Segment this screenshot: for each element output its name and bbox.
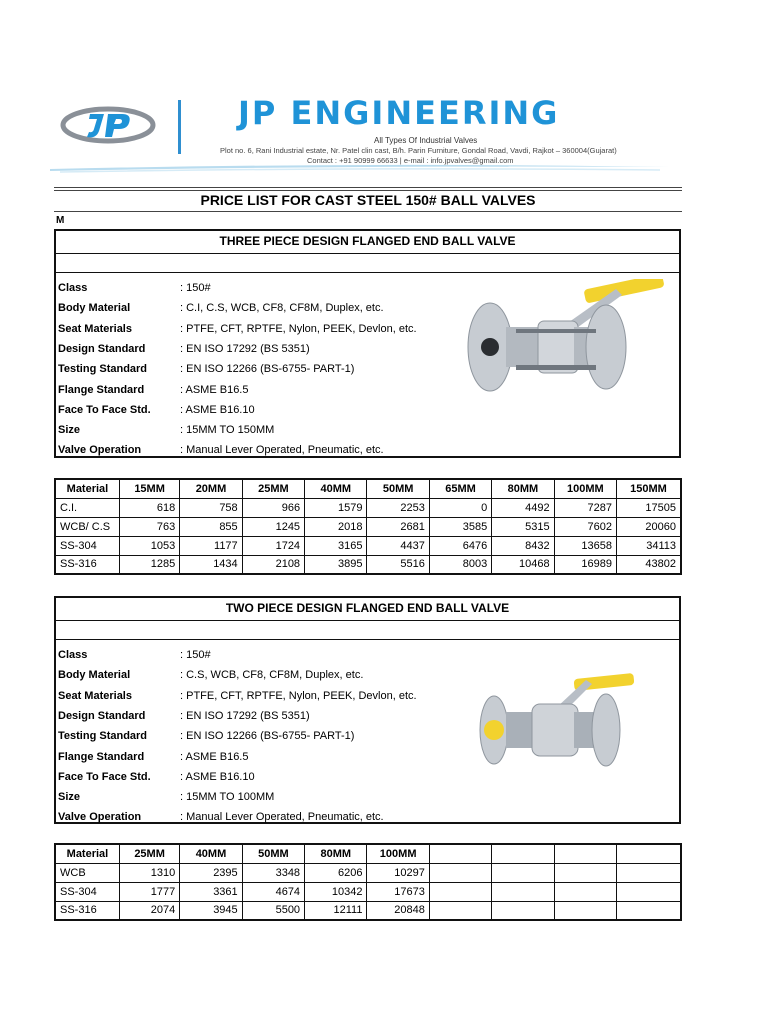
material-cell: C.I. xyxy=(55,498,119,517)
material-cell: SS-304 xyxy=(55,536,119,555)
column-header: 15MM xyxy=(119,479,179,498)
price-cell: 4492 xyxy=(492,498,554,517)
price-cell xyxy=(429,882,491,901)
price-cell: 2681 xyxy=(367,517,429,536)
spec-label: Valve Operation xyxy=(58,444,142,457)
jp-logo xyxy=(60,104,156,146)
column-header: 65MM xyxy=(429,479,491,498)
price-cell: 3895 xyxy=(305,555,367,574)
section-marker: M xyxy=(56,215,65,226)
price-cell: 618 xyxy=(119,498,179,517)
spec-label: Testing Standard xyxy=(58,363,148,376)
material-cell: WCB/ C.S xyxy=(55,517,119,536)
price-cell: 2108 xyxy=(242,555,304,574)
column-header: 50MM xyxy=(367,479,429,498)
price-cell: 1434 xyxy=(180,555,242,574)
price-cell: 1579 xyxy=(305,498,367,517)
spec-value: : EN ISO 17292 (BS 5351) xyxy=(180,709,310,722)
table-row xyxy=(55,555,681,574)
spec-label: Flange Standard xyxy=(58,383,145,396)
material-cell: SS-316 xyxy=(55,901,119,920)
spec-value: : C.I, C.S, WCB, CF8, CF8M, Duplex, etc. xyxy=(180,302,384,315)
price-cell: 1053 xyxy=(119,536,179,555)
price-cell: 20060 xyxy=(617,517,681,536)
spec-label: Size xyxy=(58,791,81,804)
table-row xyxy=(55,517,681,536)
three-piece-valve-image xyxy=(466,279,666,404)
spec-value: : PTFE, CFT, RPTFE, Nylon, PEEK, Devlon, etc. xyxy=(180,322,417,335)
table-row xyxy=(55,882,681,901)
spec-label: Face To Face Std. xyxy=(58,770,151,783)
price-cell xyxy=(554,901,616,920)
price-cell: 1177 xyxy=(180,536,242,555)
spec-label: Design Standard xyxy=(58,342,146,355)
price-cell xyxy=(554,863,616,882)
price-cell: 1724 xyxy=(242,536,304,555)
price-cell: 6476 xyxy=(429,536,491,555)
price-cell: 1310 xyxy=(119,863,179,882)
spec-blank-row xyxy=(56,254,679,273)
price-cell: 3361 xyxy=(180,882,242,901)
two-piece-valve-image xyxy=(476,668,636,783)
price-cell: 43802 xyxy=(617,555,681,574)
price-cell: 855 xyxy=(180,517,242,536)
table-header-row xyxy=(55,844,681,863)
spec-value: : 15MM TO 100MM xyxy=(180,791,275,804)
price-cell: 5500 xyxy=(242,901,304,920)
price-cell: 10342 xyxy=(305,882,367,901)
spec-value: : ASME B16.10 xyxy=(180,403,255,416)
price-cell xyxy=(492,882,554,901)
two-piece-heading: TWO PIECE DESIGN FLANGED END BALL VALVE xyxy=(56,598,679,621)
price-cell: 13658 xyxy=(554,536,616,555)
three-piece-heading: THREE PIECE DESIGN FLANGED END BALL VALVE xyxy=(56,231,679,254)
spec-value: : PTFE, CFT, RPTFE, Nylon, PEEK, Devlon, etc. xyxy=(180,689,417,702)
price-cell xyxy=(429,901,491,920)
price-cell: 10297 xyxy=(367,863,429,882)
company-name: JP ENGINEERING xyxy=(238,94,560,132)
price-cell: 3585 xyxy=(429,517,491,536)
column-header xyxy=(492,844,554,863)
spec-value: : ASME B16.10 xyxy=(180,770,255,783)
spec-value: : EN ISO 12266 (BS-6755- PART-1) xyxy=(180,730,355,743)
spec-value: : C.S, WCB, CF8, CF8M, Duplex, etc. xyxy=(180,669,364,682)
header-divider xyxy=(178,100,181,154)
column-header: 50MM xyxy=(242,844,304,863)
title-rule-bottom xyxy=(54,211,682,212)
price-cell: 1777 xyxy=(119,882,179,901)
price-cell xyxy=(492,901,554,920)
price-cell: 5516 xyxy=(367,555,429,574)
price-cell: 10468 xyxy=(492,555,554,574)
company-tagline: All Types Of Industrial Valves xyxy=(374,136,478,145)
column-header: Material xyxy=(55,479,119,498)
spec-value: : EN ISO 17292 (BS 5351) xyxy=(180,342,310,355)
two-piece-price-table xyxy=(54,843,682,921)
three-piece-price-table xyxy=(54,478,682,575)
column-header: 25MM xyxy=(242,479,304,498)
table-row xyxy=(55,498,681,517)
column-header: 100MM xyxy=(367,844,429,863)
spec-value: : EN ISO 12266 (BS-6755- PART-1) xyxy=(180,363,355,376)
column-header xyxy=(429,844,491,863)
price-cell: 2018 xyxy=(305,517,367,536)
price-cell xyxy=(554,882,616,901)
spec-label: Valve Operation xyxy=(58,811,142,824)
column-header: 20MM xyxy=(180,479,242,498)
column-header xyxy=(617,844,681,863)
company-contact: Contact : +91 90999 66633 | e-mail : info.jpvalves@gmail.com xyxy=(307,156,514,165)
column-header: 25MM xyxy=(119,844,179,863)
price-cell xyxy=(492,863,554,882)
material-cell: SS-304 xyxy=(55,882,119,901)
table-row xyxy=(55,863,681,882)
price-cell: 966 xyxy=(242,498,304,517)
price-cell: 7602 xyxy=(554,517,616,536)
column-header: 150MM xyxy=(617,479,681,498)
spec-value: : Manual Lever Operated, Pneumatic, etc. xyxy=(180,444,384,457)
price-cell: 1285 xyxy=(119,555,179,574)
price-cell: 3348 xyxy=(242,863,304,882)
header-swoosh xyxy=(50,160,670,174)
material-cell: SS-316 xyxy=(55,555,119,574)
price-cell: 6206 xyxy=(305,863,367,882)
spec-label: Face To Face Std. xyxy=(58,403,151,416)
price-cell: 2074 xyxy=(119,901,179,920)
spec-label: Class xyxy=(58,649,88,661)
column-header: 80MM xyxy=(492,479,554,498)
title-rule-top xyxy=(54,187,682,188)
spec-value: : ASME B16.5 xyxy=(180,383,249,396)
spec-label: Design Standard xyxy=(58,709,146,722)
price-cell: 3945 xyxy=(180,901,242,920)
table-row xyxy=(55,536,681,555)
spec-value: : ASME B16.5 xyxy=(180,750,249,763)
spec-label: Size xyxy=(58,424,81,437)
price-cell: 4437 xyxy=(367,536,429,555)
spec-label: Body Material xyxy=(58,302,131,315)
price-cell: 16989 xyxy=(554,555,616,574)
price-cell: 1245 xyxy=(242,517,304,536)
price-cell: 4674 xyxy=(242,882,304,901)
column-header: 40MM xyxy=(180,844,242,863)
document-title: PRICE LIST FOR CAST STEEL 150# BALL VALVES xyxy=(200,192,536,208)
company-address: Plot no. 6, Rani Industrial estate, Nr. Patel clin cast, B/h. Parin Furniture, Gondal Road, Vavdi, Rajkot – 360004(Gujarat) xyxy=(220,146,617,155)
price-cell: 0 xyxy=(429,498,491,517)
column-header: 100MM xyxy=(554,479,616,498)
spec-value: : 150# xyxy=(180,282,211,294)
material-cell: WCB xyxy=(55,863,119,882)
price-cell xyxy=(429,863,491,882)
table-row xyxy=(55,901,681,920)
price-cell: 2253 xyxy=(367,498,429,517)
column-header: 80MM xyxy=(305,844,367,863)
price-cell: 5315 xyxy=(492,517,554,536)
column-header xyxy=(554,844,616,863)
spec-value: : 15MM TO 150MM xyxy=(180,424,275,437)
price-cell: 7287 xyxy=(554,498,616,517)
spec-label: Body Material xyxy=(58,669,131,682)
three-piece-spec-box xyxy=(54,229,681,458)
spec-value: : Manual Lever Operated, Pneumatic, etc. xyxy=(180,811,384,824)
price-cell: 17505 xyxy=(617,498,681,517)
price-cell: 34113 xyxy=(617,536,681,555)
price-cell: 3165 xyxy=(305,536,367,555)
two-piece-spec-box xyxy=(54,596,681,824)
table-header-row xyxy=(55,479,681,498)
price-cell: 758 xyxy=(180,498,242,517)
spec-label: Flange Standard xyxy=(58,750,145,763)
price-cell: 2395 xyxy=(180,863,242,882)
spec-blank-row xyxy=(56,621,679,640)
spec-label: Testing Standard xyxy=(58,730,148,743)
price-cell xyxy=(617,882,681,901)
column-header: Material xyxy=(55,844,119,863)
spec-label: Class xyxy=(58,282,88,294)
column-header: 40MM xyxy=(305,479,367,498)
spec-label: Seat Materials xyxy=(58,689,132,702)
price-cell: 763 xyxy=(119,517,179,536)
spec-label: Seat Materials xyxy=(58,322,132,335)
price-cell: 20848 xyxy=(367,901,429,920)
spec-value: : 150# xyxy=(180,649,211,661)
price-cell: 8003 xyxy=(429,555,491,574)
price-cell: 17673 xyxy=(367,882,429,901)
price-cell xyxy=(617,863,681,882)
price-cell xyxy=(617,901,681,920)
price-cell: 8432 xyxy=(492,536,554,555)
price-cell: 12111 xyxy=(305,901,367,920)
